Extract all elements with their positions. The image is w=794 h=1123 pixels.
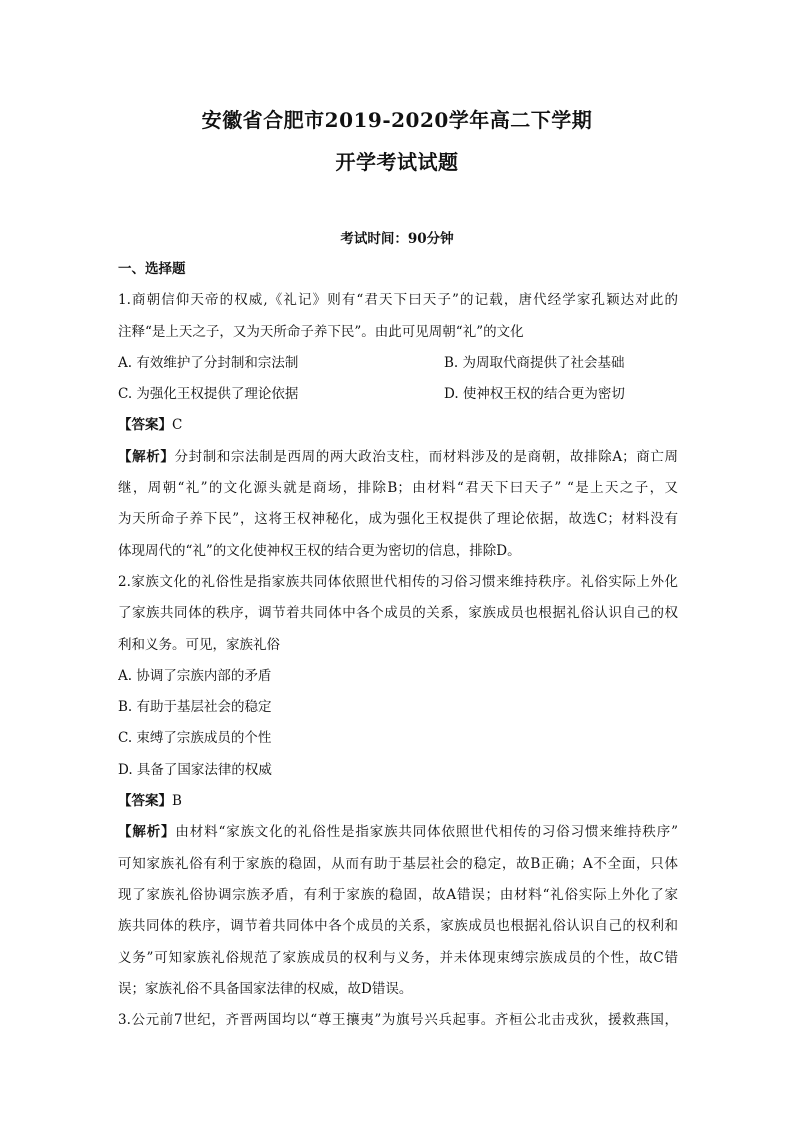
analysis-label: 【解析】 [118,824,176,841]
question-1-option-c: C. 为强化王权提供了理论依据 [118,386,299,403]
question-1-option-d: D. 使神权王权的结合更为密切 [444,386,625,403]
question-2-option-d: D. 具备了国家法律的权威 [118,761,272,778]
question-1-options-row-2 [118,379,678,410]
exam-time: 考试时间：90分钟 [340,231,454,247]
question-1-options-row-1 [118,348,678,379]
question-1-stem-line-1: 1.商朝信仰天帝的权威,《礼记》则有“君天下曰天子”的记载，唐代经学家孔颖达对此的 [118,292,678,309]
question-2-option-a: A. 协调了宗族内部的矛盾 [118,667,272,684]
answer-label: 【答案】 [118,417,172,434]
answer-value: B [172,793,182,810]
question-3-stem-line-1: 3.公元前7世纪，齐晋两国均以“尊王攘夷”为旗号兴兵起事。齐桓公北击戎狄，援救燕国， [118,1012,678,1029]
document-body [118,254,678,1036]
question-2-option-b: B. 有助于基层社会的稳定 [118,699,272,716]
question-2-analysis-line-6: 误；家族礼俗不具备国家法律的权威，故D错误。 [118,980,413,997]
question-2-analysis-line-5: 义务”可知家族礼俗规范了家族成员的权利与义务，并未体现束缚宗族成员的个性，故C错 [118,949,678,966]
question-1-analysis-line-1 [118,442,678,473]
analysis-text: 由材料“家族文化的礼俗性是指家族共同体依照世代相传的习俗习惯来维持秩序” [175,824,678,841]
answer-label: 【答案】 [118,793,172,810]
question-1-option-b: B. 为周取代商提供了社会基础 [444,354,625,371]
question-2-analysis-line-1 [118,817,678,848]
question-1-stem-line-2: 注释“是上天之子，又为天所命子养下民”。由此可见周朝“礼”的文化 [118,323,524,340]
document-title-line2: 开学考试试题 [335,150,459,174]
question-1-analysis-line-4: 体现周代的“礼”的文化使神权王权的结合更为密切的信息，排除D。 [118,542,521,559]
question-2-answer [118,786,678,817]
question-2-stem-line-1: 2.家族文化的礼俗性是指家族共同体依照世代相传的习俗习惯来维持秩序。礼俗实际上外化 [118,573,678,590]
question-1-analysis-line-3: 为天所命子养下民”，这将王权神秘化，成为强化王权提供了理论依据，故选C；材料没有 [118,511,678,528]
question-2-analysis-line-3: 现了家族礼俗协调宗族矛盾，有利于家族的稳固，故A错误；由材料“礼俗实际上外化了家 [118,886,678,903]
question-1-option-a: A. 有效维护了分封制和宗法制 [118,354,299,371]
question-2-stem-line-3: 利和义务。可见，家族礼俗 [118,636,280,653]
question-1-analysis-line-2: 继，周朝“礼”的文化源头就是商场，排除B；由材料“君天下曰天子” “是上天之子，又 [118,480,678,497]
analysis-text: 分封制和宗法制是西周的两大政治支柱，而材料涉及的是商朝，故排除A；商亡周 [174,448,678,465]
document-title-line1: 安徽省合肥市2019-2020学年高二下学期 [201,108,593,132]
section-heading: 一、选择题 [118,261,186,277]
question-2-analysis-line-2: 可知家族礼俗有利于家族的稳固，从而有助于基层社会的稳定，故B正确；A不全面，只体 [118,855,678,872]
analysis-label: 【解析】 [118,448,175,465]
question-2-option-c: C. 束缚了宗族成员的个性 [118,730,272,747]
answer-value: C [172,417,183,434]
question-2-stem-line-2: 了家族共同体的秩序，调节着共同体中各个成员的关系，家族成员也根据礼俗认识自己的权 [118,605,678,622]
question-2-analysis-line-4: 族共同体的秩序，调节着共同体中各个成员的关系，家族成员也根据礼俗认识自己的权利和 [118,918,678,935]
question-1-answer [118,410,678,441]
